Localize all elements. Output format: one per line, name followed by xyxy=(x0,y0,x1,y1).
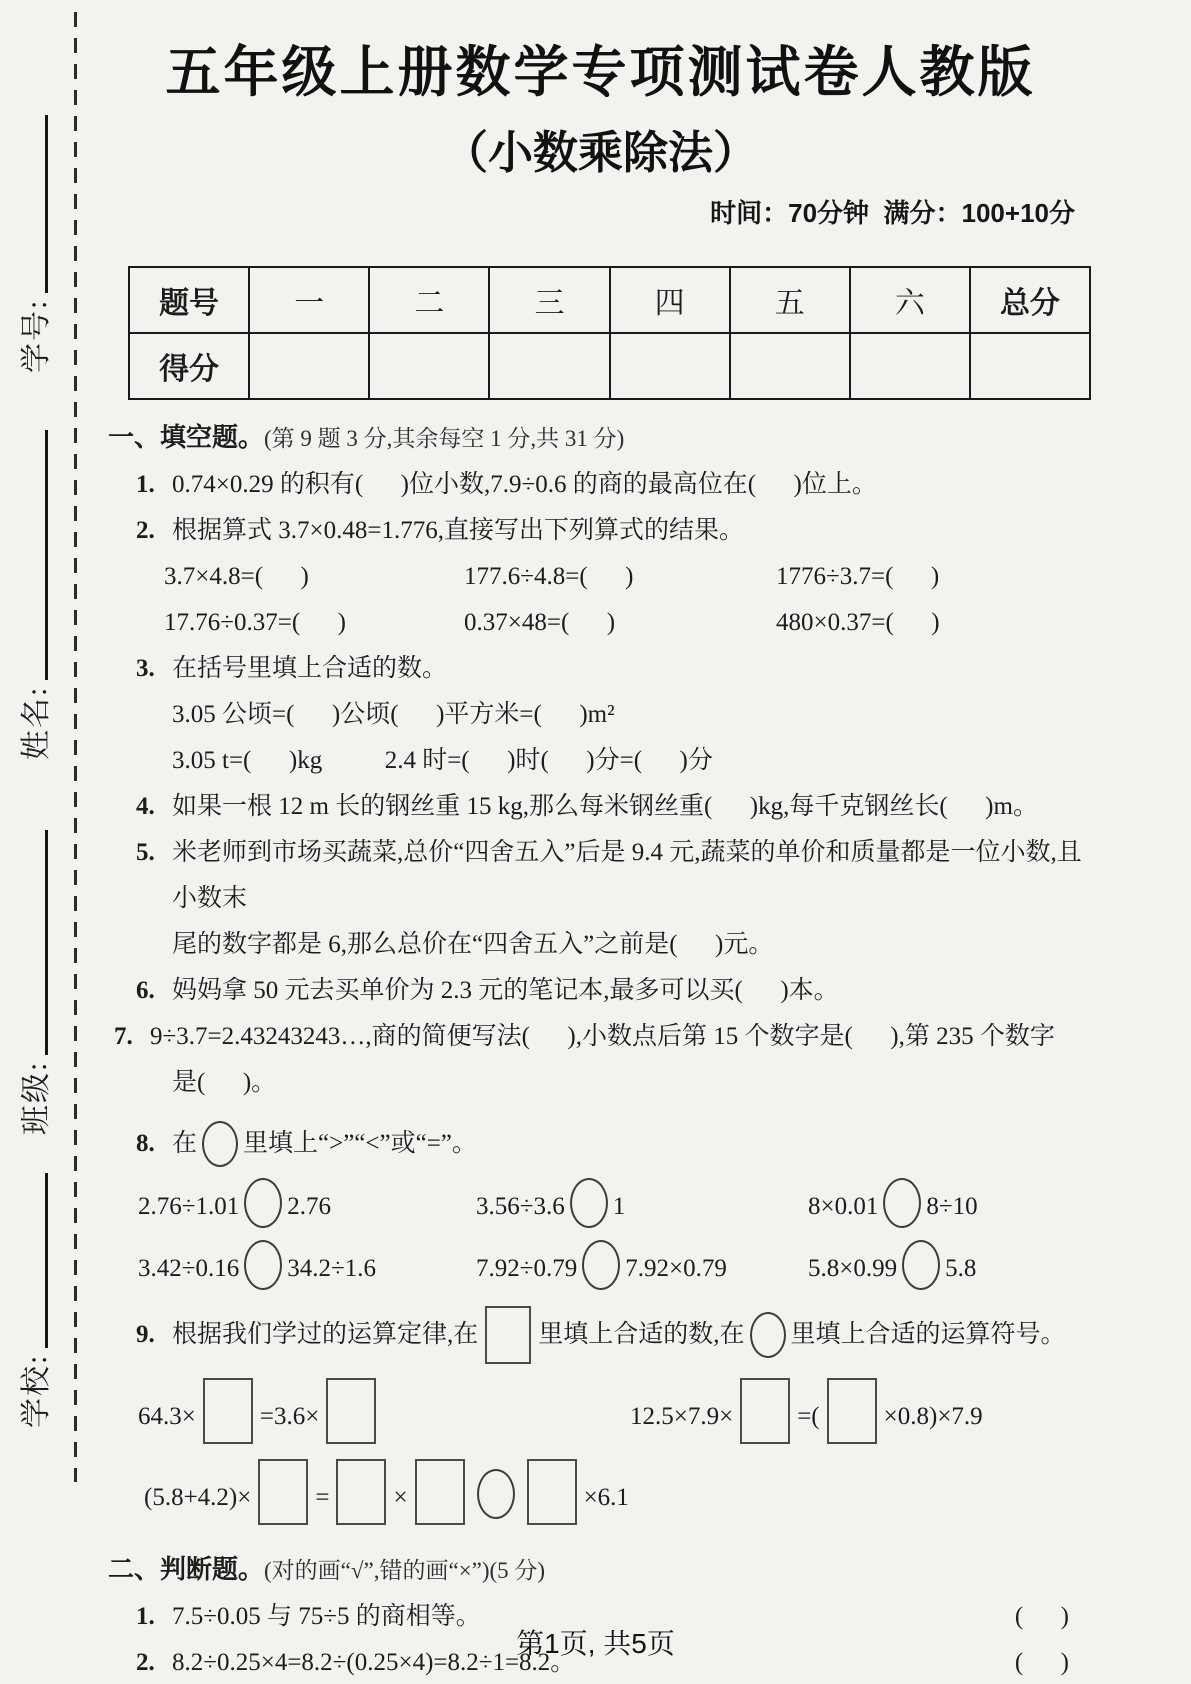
compare-circle-icon xyxy=(902,1240,940,1290)
compare-item xyxy=(476,1178,808,1228)
compare-circle-icon xyxy=(582,1240,620,1290)
compare-circle-icon xyxy=(570,1178,608,1228)
student-name-label: 姓名: xyxy=(20,685,53,760)
question-text: 9÷3.7=2.43243243…,商的简便写法( ),小数点后第 15 个数字是( ),第 235 个数字 xyxy=(150,1023,1055,1050)
compare-item xyxy=(476,1240,808,1290)
fill-q8-row2 xyxy=(138,1234,1093,1296)
fill-q6 xyxy=(108,968,1093,1014)
score-cell-empty xyxy=(730,333,850,399)
question-text: 妈妈拿 50 元去买单价为 2.3 元的笔记本,最多可以买( )本。 xyxy=(172,977,839,1004)
question-number: 1. xyxy=(136,1603,155,1630)
question-number: 2. xyxy=(136,1649,155,1676)
equation-text: ×6.1 xyxy=(583,1484,629,1511)
equation-text: ×0.8)×7.9 xyxy=(883,1403,983,1430)
equation-text: =3.6× xyxy=(259,1403,320,1430)
question-text: 尾的数字都是 6,那么总价在“四舍五入”之前是( )元。 xyxy=(172,931,774,958)
question-number: 4. xyxy=(136,793,155,820)
equation-text: = xyxy=(315,1484,330,1511)
fill-q4 xyxy=(108,784,1093,830)
compare-circle-icon xyxy=(750,1312,786,1358)
question-text: 0.74×0.29 的积有( )位小数,7.9÷0.6 的商的最高位在( )位上。 xyxy=(172,471,877,498)
fill-q9-equation-row2 xyxy=(144,1452,1093,1532)
fill-q5-continued xyxy=(108,922,1093,968)
question-number: 3. xyxy=(136,655,155,682)
class-label: 班级: xyxy=(20,1060,53,1135)
compare-left: 3.42÷0.16 xyxy=(138,1255,240,1282)
score-table-header-cell: 总分 xyxy=(970,267,1090,333)
score-table-score-row xyxy=(129,333,1090,399)
student-name-blank-line xyxy=(18,430,49,680)
compare-left: 5.8×0.99 xyxy=(808,1255,898,1282)
score-table-header-cell: 三 xyxy=(489,267,609,333)
compare-left: 7.92÷0.79 xyxy=(476,1255,578,1282)
fill-box-icon xyxy=(415,1459,465,1525)
question-text: 根据算式 3.7×0.48=1.776,直接写出下列算式的结果。 xyxy=(172,517,744,544)
student-name-field xyxy=(10,430,56,760)
compare-item xyxy=(138,1178,476,1228)
school-label: 学校: xyxy=(20,1353,53,1428)
fill-q9-equation-row1 xyxy=(138,1370,1093,1452)
school-field xyxy=(10,1173,56,1428)
score-cell-empty xyxy=(489,333,609,399)
question-text: 根据我们学过的运算定律,在 xyxy=(172,1321,479,1348)
fill-q3 xyxy=(108,646,1093,692)
judge-answer-blank: ( ) xyxy=(1014,1649,1069,1676)
fill-box-icon xyxy=(203,1378,253,1444)
question-text: 如果一根 12 m 长的钢丝重 15 kg,那么每米钢丝重( )kg,每千克钢丝长( )m。 xyxy=(172,793,1038,820)
compare-right: 7.92×0.79 xyxy=(625,1255,727,1282)
score-table-header-cell: 二 xyxy=(369,267,489,333)
student-id-blank-line xyxy=(18,115,49,293)
compare-right: 5.8 xyxy=(945,1255,977,1282)
paper-subtitle: （小数乘除法） xyxy=(442,127,758,178)
compare-circle-icon xyxy=(244,1178,282,1228)
class-blank-line xyxy=(18,830,49,1055)
score-table xyxy=(128,266,1091,400)
question-text: 在括号里填上合适的数。 xyxy=(172,655,448,682)
question-number: 2. xyxy=(136,517,155,544)
student-id-field xyxy=(10,115,56,373)
equation-text: (5.8+4.2)× xyxy=(144,1484,252,1511)
compare-circle-icon xyxy=(244,1240,282,1290)
score-cell-empty xyxy=(970,333,1090,399)
expression-blank: 1776÷3.7=( ) xyxy=(776,563,940,590)
question-number-spacer xyxy=(108,1060,172,1106)
section-fill-title: 一、填空题。 xyxy=(108,422,265,452)
fill-box-icon xyxy=(326,1378,376,1444)
binding-dashed-line xyxy=(74,12,77,1482)
question-text: 是( )。 xyxy=(172,1069,277,1096)
question-number: 5. xyxy=(136,839,155,866)
fill-q3-line1: 3.05 公顷=( )公顷( )平方米=( )m² xyxy=(172,701,615,728)
question-text: 里填上合适的运算符号。 xyxy=(790,1321,1066,1348)
equation-text: 64.3× xyxy=(138,1403,196,1430)
question-text: 在 xyxy=(172,1130,198,1157)
fill-q2-answers-row1 xyxy=(164,554,1093,600)
equation-text: 12.5×7.9× xyxy=(630,1403,734,1430)
score-cell-empty xyxy=(249,333,369,399)
score-table-header-cell: 四 xyxy=(610,267,730,333)
compare-left: 8×0.01 xyxy=(808,1193,879,1220)
paper-content xyxy=(108,0,1093,1684)
fill-box-icon xyxy=(827,1378,877,1444)
question-text: 8.2÷0.25×4=8.2÷(0.25×4)=8.2÷1=8.2。 xyxy=(172,1649,576,1676)
score-cell-empty xyxy=(610,333,730,399)
equation xyxy=(144,1459,629,1525)
section-fill-heading xyxy=(108,414,1093,462)
compare-item xyxy=(808,1240,1093,1290)
compare-left: 2.76÷1.01 xyxy=(138,1193,240,1220)
exam-meta: 时间：70分钟 满分：100+10分 xyxy=(710,198,1075,228)
score-table-header-cell: 一 xyxy=(249,267,369,333)
fill-q5 xyxy=(108,830,1093,922)
expression-blank: 0.37×48=( ) xyxy=(464,609,616,636)
judge-answer-blank: ( ) xyxy=(1014,1603,1069,1630)
score-table-header-row xyxy=(129,267,1090,333)
fill-q3-line2: 3.05 t=( )kg 2.4 时=( )时( )分=( )分 xyxy=(172,747,713,774)
compare-circle-icon xyxy=(477,1469,515,1519)
compare-right: 34.2÷1.6 xyxy=(287,1255,376,1282)
question-text: 7.5÷0.05 与 75÷5 的商相等。 xyxy=(172,1603,481,1630)
equation xyxy=(138,1378,630,1444)
school-blank-line xyxy=(18,1173,49,1348)
section-fill-note: (第 9 题 3 分,其余每空 1 分,共 31 分) xyxy=(264,426,625,451)
question-text: 米老师到市场买蔬菜,总价“四舍五入”后是 9.4 元,蔬菜的单价和质量都是一位小数,且小数末 xyxy=(172,839,1082,912)
question-number: 7. xyxy=(114,1023,133,1050)
fill-box-icon xyxy=(336,1459,386,1525)
equation xyxy=(630,1378,983,1444)
score-row-label: 得分 xyxy=(129,333,249,399)
compare-right: 1 xyxy=(612,1193,626,1220)
fill-q2-answers-row2 xyxy=(164,600,1093,646)
score-cell-empty xyxy=(850,333,970,399)
fill-q7 xyxy=(108,1014,1093,1060)
question-number: 9. xyxy=(136,1321,155,1348)
section-judge-title: 二、判断题。 xyxy=(108,1554,265,1584)
section-judge-heading xyxy=(108,1546,1093,1594)
compare-item xyxy=(138,1240,476,1290)
equation-text: =( xyxy=(797,1403,820,1430)
expression-blank: 177.6÷4.8=( ) xyxy=(464,563,634,590)
fill-q2 xyxy=(108,508,1093,554)
fill-box-icon xyxy=(527,1459,577,1525)
score-table-header-cell: 题号 xyxy=(129,267,249,333)
fill-box-icon xyxy=(258,1459,308,1525)
question-text: 里填上合适的数,在 xyxy=(538,1321,745,1348)
expression-blank: 17.76÷0.37=( ) xyxy=(164,609,346,636)
student-id-label: 学号: xyxy=(20,298,53,373)
compare-right: 2.76 xyxy=(287,1193,331,1220)
fill-box-icon xyxy=(485,1306,531,1364)
section-judge-note: (对的画“√”,错的画“×”)(5 分) xyxy=(264,1558,546,1583)
compare-circle-icon xyxy=(883,1178,921,1228)
fill-q8 xyxy=(108,1116,1093,1172)
compare-left: 3.56÷3.6 xyxy=(476,1193,565,1220)
compare-item xyxy=(808,1178,1093,1228)
question-number: 6. xyxy=(136,977,155,1004)
expression-blank: 480×0.37=( ) xyxy=(776,609,940,636)
fill-q7-continued xyxy=(108,1060,1093,1106)
fill-q9 xyxy=(108,1300,1093,1370)
compare-right: 8÷10 xyxy=(926,1193,978,1220)
question-number: 1. xyxy=(136,471,155,498)
fill-box-icon xyxy=(740,1378,790,1444)
question-text: 里填上“>”“<”或“=”。 xyxy=(243,1130,477,1157)
compare-circle-icon xyxy=(202,1121,238,1167)
class-field xyxy=(10,830,56,1135)
fill-q8-row1 xyxy=(138,1172,1093,1234)
question-number-spacer xyxy=(108,922,172,968)
page-indicator: 第1页, 共5页 xyxy=(516,1628,675,1659)
expression-blank: 3.7×4.8=( ) xyxy=(164,563,309,590)
paper-title: 五年级上册数学专项测试卷人教版 xyxy=(165,41,1036,103)
equation-text: × xyxy=(393,1484,408,1511)
score-cell-empty xyxy=(369,333,489,399)
score-table-header-cell: 五 xyxy=(730,267,850,333)
score-table-header-cell: 六 xyxy=(850,267,970,333)
question-number: 8. xyxy=(136,1130,155,1157)
fill-q1 xyxy=(108,462,1093,508)
